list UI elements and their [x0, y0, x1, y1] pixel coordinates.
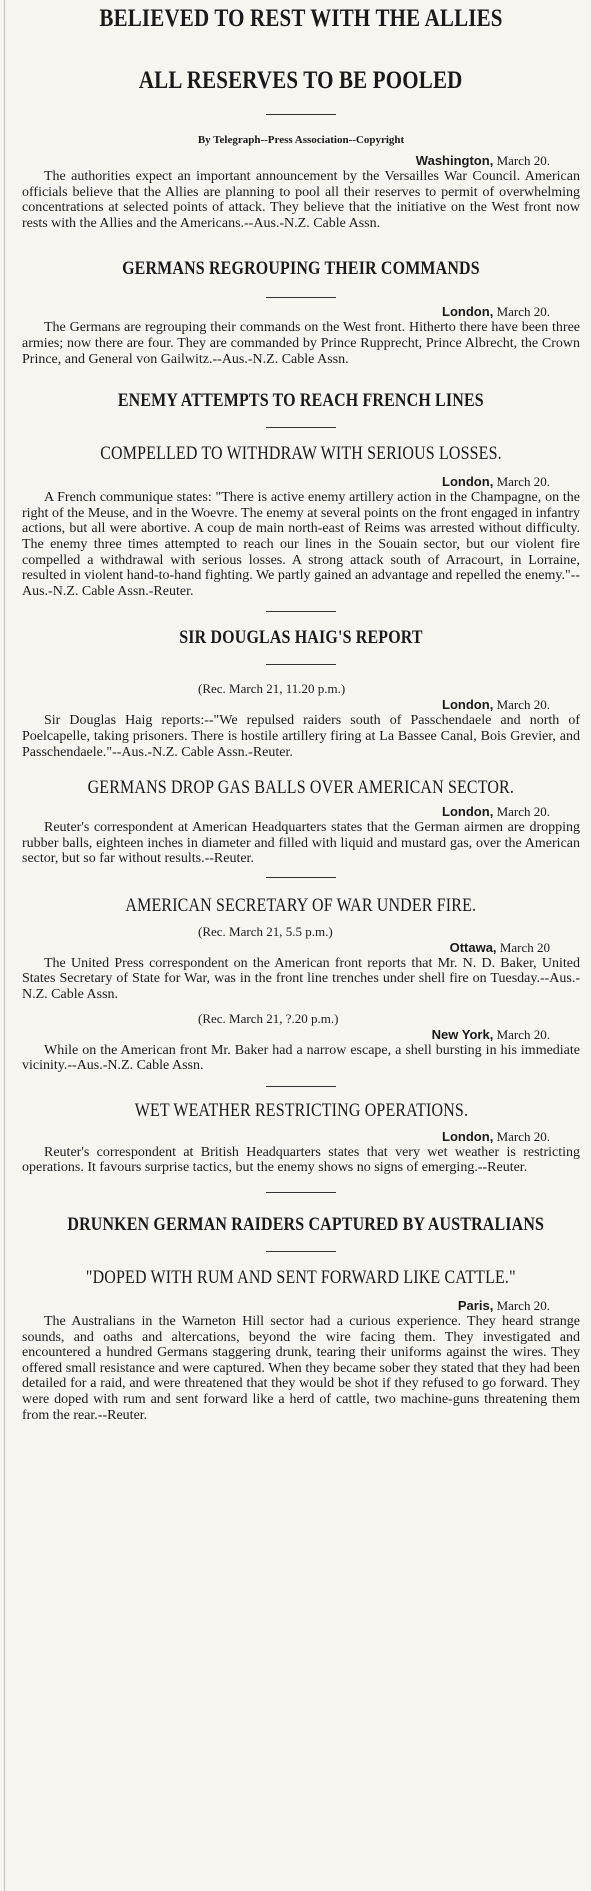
- section-headline: GERMANS DROP GAS BALLS OVER AMERICAN SECTOR.: [87, 777, 515, 799]
- received-time: (Rec. March 21, 11.20 p.m.): [198, 681, 346, 697]
- article-body: Reuter's correspondent at American Headquarters states that the German airmen are dropping rubber balls, eighteen inches in diameter and filled with liquid and mustard gas, over the American sector, but so far without results.--Reuter.: [22, 820, 580, 867]
- main-subheadline: ALL RESERVES TO BE POOLED: [139, 67, 463, 94]
- dateline: Paris, March 20.: [457, 1298, 550, 1314]
- section-headline: AMERICAN SECRETARY OF WAR UNDER FIRE.: [125, 894, 477, 916]
- article-body: Sir Douglas Haig reports:--"We repulsed raiders south of Passchendaele and north of Poelcapelle, taking prisoners. There is hostile artillery firing at La Bassee Canal, Bois Grevier, and Passchendaele."--Aus.-N.Z. Cable Assn.-Reuter.: [22, 713, 580, 760]
- dateline: London, March 20.: [442, 804, 550, 820]
- main-headline: BELIEVED TO REST WITH THE ALLIES: [99, 5, 503, 32]
- dateline: London, March 20.: [442, 474, 550, 490]
- section-headline: ENEMY ATTEMPTS TO REACH FRENCH LINES: [118, 390, 484, 412]
- dateline: Washington, March 20.: [415, 153, 550, 168]
- dateline: London, March 20.: [442, 1128, 550, 1144]
- section-subheadline: COMPELLED TO WITHDRAW WITH SERIOUS LOSSES.: [100, 443, 502, 465]
- wire-credit: By Telegraph--Press Association--Copyright: [197, 134, 405, 146]
- article-body: The Germans are regrouping their commands on the West front. Hitherto there have been three armies; now there are four. They are commanded by Prince Rupprecht, Prince Albrecht, the Crown Prince, and General von Gailwitz.--Aus.-N.Z. Cable Assn.: [22, 320, 580, 367]
- dateline: London, March 20.: [442, 304, 550, 320]
- dateline: London, March 20.: [442, 697, 550, 713]
- article-body: While on the American front Mr. Baker had a narrow escape, a shell bursting in his immediate vicinity.--Aus.-N.Z. Cable Assn.: [22, 1042, 580, 1074]
- section-headline: SIR DOUGLAS HAIG'S REPORT: [179, 627, 423, 649]
- section-headline: GERMANS REGROUPING THEIR COMMANDS: [122, 258, 480, 280]
- page-edge-line: [4, 0, 5, 1891]
- dateline: New York, March 20.: [431, 1026, 550, 1042]
- article-body: The authorities expect an important announcement by the Versailles War Council. American officials believe that the Allies are planning to pool all their reserves to permit of overwhelming concentrations at selected points of attack. They believe that the initiative on the West front now rests with the Allies and the Americans.--Aus.-N.Z. Cable Assn.: [22, 169, 580, 231]
- article-body: Reuter's correspondent at British Headquarters states that very wet weather is restricting operations. It favours surprise tactics, but the enemy shows no signs of emerging.--Reuter.: [22, 1144, 580, 1176]
- newspaper-column: [22, 4, 580, 1423]
- section-headline: WET WEATHER RESTRICTING OPERATIONS.: [134, 1099, 468, 1121]
- received-time: (Rec. March 21, ?.20 p.m.): [198, 1010, 339, 1026]
- article-body: The United Press correspondent on the American front reports that Mr. N. D. Baker, United States Secretary of State for War, was in the front line trenches under shell fire on Tuesday.--Aus.-N.Z. Cable Assn.: [22, 955, 580, 1003]
- section-subheadline: "DOPED WITH RUM AND SENT FORWARD LIKE CATTLE.": [86, 1267, 516, 1289]
- section-headline: DRUNKEN GERMAN RAIDERS CAPTURED BY AUSTRALIANS: [67, 1214, 545, 1236]
- article-body: A French communique states: "There is active enemy artillery action in the Champagne, on the right of the Meuse, and in the Woevre. The enemy at several points on the front engaged in infantry actions, but all were abortive. A coup de main north-east of Reims was arrested without difficulty. The enemy three times attempted to reach our lines in the Souain sector, but our violent fire compelled a withdrawal with serious losses. A strong attack south of Arracourt, in Lorraine, resulted in violent hand-to-hand fighting. We partly gained an advantage and repelled the enemy."--Aus.-N.Z. Cable Assn.-Reuter.: [22, 490, 580, 599]
- dateline: Ottawa, March 20: [449, 939, 550, 955]
- article-body: The Australians in the Warneton Hill sector had a curious experience. They heard strange sounds, and oaths and altercations, beyond the wire facing them. They investigated and encountered a hundred Germans staggering drunk, tearing their uniforms against the wires. They offered small resistance and were captured. When they became sober they stated that they had been detailed for a raid, and were threatened that they would be shot if they refused to go forward. They were doped with rum and sent forward like a herd of cattle, two machine-guns threatening them from the rear.--Reuter.: [22, 1314, 580, 1423]
- received-time: (Rec. March 21, 5.5 p.m.): [198, 923, 333, 939]
